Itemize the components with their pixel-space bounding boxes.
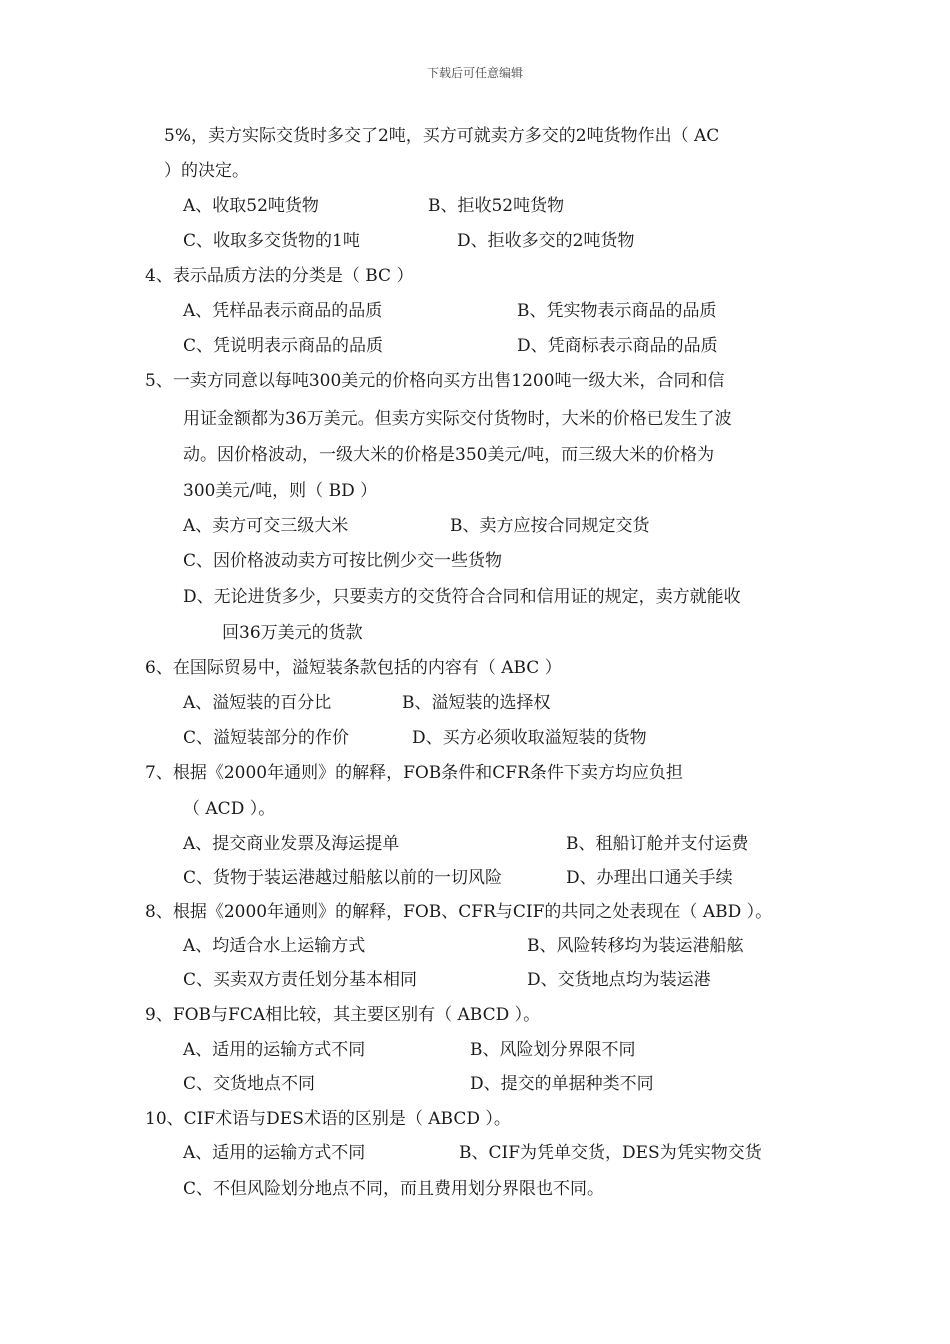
option-line: D、办理出口通关手续 [566,868,733,888]
option-line: C、买卖双方责任划分基本相同 [183,970,418,990]
option-line: A、均适合水上运输方式 [183,936,366,956]
option-line: A、收取52吨货物 [183,196,319,216]
option-line: C、交货地点不同 [183,1074,316,1094]
question-line: 6、在国际贸易中，溢短装条款包括的内容有（ ABC ） [145,658,562,678]
question-line: 7、根据《2000年通则》的解释，FOB条件和CFR条件下卖方均应负担 [145,763,683,783]
option-line: A、适用的运输方式不同 [183,1040,366,1060]
option-line: D、交货地点均为装运港 [527,970,711,990]
option-line: B、风险转移均为装运港船舷 [527,936,744,956]
option-line: B、溢短装的选择权 [402,693,551,713]
page-header: 下载后可任意编辑 [426,66,523,80]
option-line: A、溢短装的百分比 [183,693,332,713]
option-line: B、租船订舱并支付运费 [566,834,749,854]
option-line: A、卖方可交三级大米 [183,516,349,536]
question-line: 5、一卖方同意以每吨300美元的价格向买方出售1200吨一级大米，合同和信 [145,371,725,391]
option-line: B、卖方应按合同规定交货 [450,516,650,536]
option-line: A、提交商业发票及海运提单 [183,834,400,854]
option-line: B、凭实物表示商品的品质 [517,301,717,321]
option-line: C、货物于装运港越过船舷以前的一切风险 [183,868,503,888]
option-line: D、凭商标表示商品的品质 [517,336,718,356]
option-line: B、拒收52吨货物 [428,196,565,216]
option-line: 回36万美元的货款 [222,623,363,643]
option-line: D、提交的单据种类不同 [470,1074,654,1094]
question-line: 10、CIF术语与DES术语的区别是（ ABCD ）。 [145,1109,511,1129]
question-line: （ ACD ）。 [183,799,276,819]
option-line: D、买方必须收取溢短装的货物 [412,728,647,748]
text-line: 5%，卖方实际交货时多交了2吨，买方可就卖方多交的2吨货物作出（ AC [164,126,720,146]
question-line: 9、FOB与FCA相比较，其主要区别有（ ABCD ）。 [145,1005,541,1025]
question-line: 300美元/吨，则（ BD ） [183,481,378,501]
question-line: 用证金额都为36万美元。但卖方实际交付货物时，大米的价格已发生了波 [183,409,732,429]
option-line: C、不但风险划分地点不同，而且费用划分界限也不同。 [183,1179,605,1199]
question-line: 4、表示品质方法的分类是（ BC ） [145,266,414,286]
option-line: C、凭说明表示商品的品质 [183,336,384,356]
option-line: B、风险划分界限不同 [470,1040,636,1060]
option-line: D、拒收多交的2吨货物 [457,231,635,251]
option-line: C、收取多交货物的1吨 [183,231,360,251]
option-line: A、凭样品表示商品的品质 [183,301,383,321]
question-line: 8、根据《2000年通则》的解释，FOB、CFR与CIF的共同之处表现在（ ABD ）。 [145,902,773,922]
option-line: C、因价格波动卖方可按比例少交一些货物 [183,551,503,571]
option-line: A、适用的运输方式不同 [183,1143,366,1163]
question-line: 动。因价格波动，一级大米的价格是350美元/吨，而三级大米的价格为 [183,445,715,465]
option-line: B、CIF为凭单交货，DES为凭实物交货 [459,1143,762,1163]
text-line: ）的决定。 [164,161,249,181]
option-line: C、溢短装部分的作价 [183,728,350,748]
option-line: D、无论进货多少，只要卖方的交货符合合同和信用证的规定，卖方就能收 [183,587,741,607]
